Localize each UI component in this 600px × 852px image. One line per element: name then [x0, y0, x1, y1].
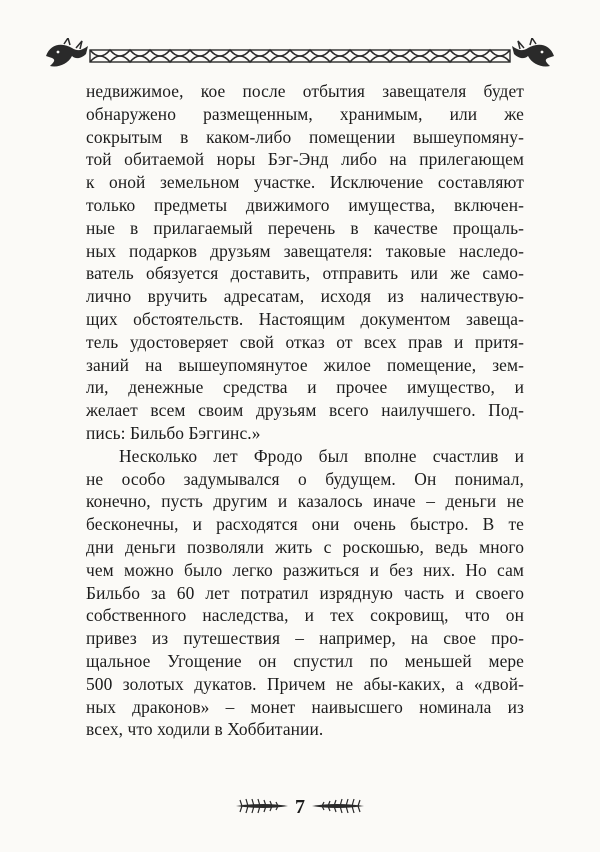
text-line: сокрытым в каком-либо помещении вышеупомяну-: [86, 126, 524, 147]
text-line: привез из путешествия – например, на свое про-: [86, 628, 524, 649]
text-line: 500 золотых дукатов. Причем не абы-каких, а «двой-: [86, 673, 524, 694]
text-line: тель удостоверяет свой отказ от всех прав и притя-: [86, 331, 524, 352]
text-line: щальное Угощение он спустил по меньшей мере: [86, 650, 524, 671]
header-ornament: [42, 38, 558, 74]
text-line: ных подарков друзьям завещателя: таковые наследо-: [86, 240, 524, 261]
text-line: только предметы движимого имущества, включен-: [86, 194, 524, 215]
text-line: дни деньги позволяли жить с роскошью, ведь много: [86, 536, 524, 557]
text-line: ватель обязуется доставить, отправить или же само-: [86, 263, 524, 284]
text-line: конечно, пусть другим и казалось иначе – деньги не: [86, 491, 524, 512]
text-line: пись: Бильбо Бэггинс.»: [86, 422, 261, 443]
text-line: чем можно было легко разжиться и без них. Но сам: [86, 559, 524, 580]
text-line: недвижимое, кое после отбытия завещателя будет: [86, 81, 524, 101]
page-number: 7: [295, 796, 305, 818]
text-line: щих обстоятельств. Настоящим документом завеща-: [86, 308, 524, 329]
text-line: обнаружено размещенным, хранимым, или же: [86, 103, 524, 124]
text-line: лично вручить адресатам, исходя из наличествую-: [86, 286, 524, 307]
text-line: заний на вышеупомянутое жилое помещение, зем-: [86, 354, 524, 375]
text-line: ли, денежные средства и прочее имущество, и: [86, 377, 524, 398]
text-line: Несколько лет Фродо был вполне счастлив и: [119, 445, 524, 466]
text-line: желает всем своим друзьям всего наилучшего. Под-: [86, 400, 524, 421]
paragraph-2: [86, 445, 524, 741]
dragon-right-icon: [512, 38, 554, 67]
body-text: [86, 80, 524, 741]
text-line: ных драконов» – монет наивысшего номинала из: [86, 696, 524, 717]
text-line: всех, что ходили в Хоббитании.: [86, 719, 324, 740]
text-line: не особо задумывался о будущем. Он понимал,: [86, 468, 524, 489]
page-footer: [228, 790, 372, 822]
text-line: бесконечны, и расходятся они очень быстро. В те: [86, 514, 524, 535]
text-line: Бильбо за 60 лет потратил изрядную часть и своего: [86, 582, 524, 603]
dragon-left-icon: [46, 38, 88, 67]
text-line: ные в прилагаемый перечень в качестве прощаль-: [86, 217, 524, 238]
paragraph-1: [86, 80, 524, 445]
celtic-knot-band: [90, 50, 510, 62]
text-line: к оной земельном участке. Исключение составляют: [86, 172, 524, 193]
text-line: той обитаемой норы Бэг-Энд либо на прилегающем: [86, 149, 524, 170]
text-line: собственного наследства, и тех сокровищ, что он: [86, 605, 524, 626]
